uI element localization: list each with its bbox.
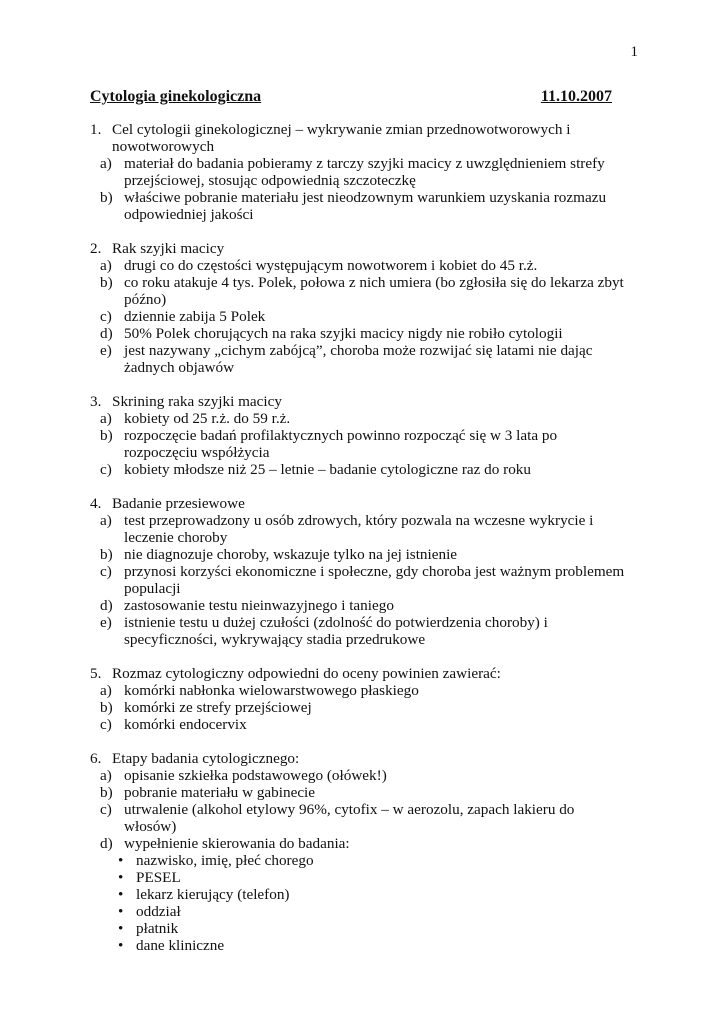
item-text: zastosowanie testu nieinwazyjnego i taniego <box>124 597 394 614</box>
item-text: pobranie materiału w gabinecie <box>124 784 316 801</box>
item-text: jest nazywany „cichym zabójcą”, choroba może rozwijać się latami nie dając żadnych objawów <box>124 342 593 376</box>
item-letter: e) <box>100 614 112 631</box>
list-item <box>90 155 630 189</box>
item-letter: c) <box>100 801 112 818</box>
item-text: wypełnienie skierowania do badania: <box>124 835 350 852</box>
bullet-item <box>90 937 630 954</box>
item-text: komórki nabłonka wielowarstwowego płaskiego <box>124 682 419 699</box>
section-heading <box>90 121 630 155</box>
list-item <box>90 767 630 784</box>
list-item <box>90 597 630 614</box>
item-letter: d) <box>100 325 113 342</box>
list-item <box>90 512 630 546</box>
bullet-icon: • <box>118 869 124 886</box>
item-text: opisanie szkiełka podstawowego (ołówek!) <box>124 767 387 784</box>
bullet-icon: • <box>118 886 124 903</box>
list-item <box>90 325 630 342</box>
section-4 <box>90 495 630 648</box>
item-text: właściwe pobranie materiału jest nieodzownym warunkiem uzyskania rozmazu odpowiedniej jakości <box>124 189 607 223</box>
document-content <box>90 121 630 971</box>
item-letter: a) <box>100 682 112 699</box>
section-number: 4. <box>90 495 102 512</box>
section-heading <box>90 240 630 257</box>
bullet-text: płatnik <box>136 920 179 937</box>
item-text: przynosi korzyści ekonomiczne i społeczne, gdy choroba jest ważnym problemem populacji <box>124 563 625 597</box>
section-number: 3. <box>90 393 102 410</box>
item-letter: b) <box>100 274 113 291</box>
item-text: utrwalenie (alkohol etylowy 96%, cytofix – w aerozolu, zapach lakieru do włosów) <box>124 801 575 835</box>
item-letter: a) <box>100 512 112 529</box>
item-letter: e) <box>100 342 112 359</box>
section-text: Rozmaz cytologiczny odpowiedni do oceny powinien zawierać: <box>112 665 501 682</box>
item-letter: b) <box>100 427 113 444</box>
section-heading <box>90 495 630 512</box>
section-6 <box>90 750 630 954</box>
list-item <box>90 614 630 648</box>
bullet-item <box>90 886 630 903</box>
bullet-item <box>90 920 630 937</box>
item-letter: c) <box>100 563 112 580</box>
section-number: 1. <box>90 121 102 138</box>
item-text: materiał do badania pobieramy z tarczy szyjki macicy z uwzględnieniem strefy przejściowej, stosując odpowiednią szczoteczkę <box>124 155 605 189</box>
section-text: Badanie przesiewowe <box>112 495 245 512</box>
list-item <box>90 189 630 223</box>
bullet-icon: • <box>118 852 124 869</box>
list-item <box>90 342 630 376</box>
item-letter: a) <box>100 410 112 427</box>
list-item <box>90 563 630 597</box>
section-1 <box>90 121 630 223</box>
list-item <box>90 410 630 427</box>
item-text: 50% Polek chorujących na raka szyjki macicy nigdy nie robiło cytologii <box>124 325 563 342</box>
bullet-text: PESEL <box>136 869 181 886</box>
item-letter: b) <box>100 546 113 563</box>
section-heading <box>90 393 630 410</box>
item-text: komórki endocervix <box>124 716 247 733</box>
list-item <box>90 682 630 699</box>
section-text: Etapy badania cytologicznego: <box>112 750 300 767</box>
item-letter: b) <box>100 189 113 206</box>
section-5 <box>90 665 630 733</box>
bullet-icon: • <box>118 920 124 937</box>
item-letter: c) <box>100 308 112 325</box>
item-letter: c) <box>100 461 112 478</box>
document-title: Cytologia ginekologiczna <box>90 88 262 105</box>
section-heading <box>90 750 630 767</box>
list-item <box>90 784 630 801</box>
section-text: Cel cytologii ginekologicznej – wykrywanie zmian przednowotworowych i nowotworowych <box>112 121 571 155</box>
list-item <box>90 546 630 563</box>
item-letter: a) <box>100 767 112 784</box>
document-date: 11.10.2007 <box>540 88 612 105</box>
bullet-item <box>90 903 630 920</box>
list-item <box>90 461 630 478</box>
item-letter: d) <box>100 597 113 614</box>
section-2 <box>90 240 630 376</box>
item-text: kobiety od 25 r.ż. do 59 r.ż. <box>124 410 291 427</box>
bullet-text: dane kliniczne <box>136 937 225 954</box>
page-number: 1 <box>630 44 638 60</box>
section-number: 6. <box>90 750 102 767</box>
item-letter: a) <box>100 155 112 172</box>
section-heading <box>90 665 630 682</box>
list-item <box>90 801 630 835</box>
item-letter: b) <box>100 784 113 801</box>
item-text: rozpoczęcie badań profilaktycznych powinno rozpocząć się w 3 lata po rozpoczęciu współżycia <box>124 427 558 461</box>
item-text: dziennie zabija 5 Polek <box>124 308 266 325</box>
item-letter: a) <box>100 257 112 274</box>
list-item <box>90 699 630 716</box>
list-item <box>90 274 630 308</box>
section-number: 5. <box>90 665 102 682</box>
bullet-icon: • <box>118 937 124 954</box>
item-text: co roku atakuje 4 tys. Polek, połowa z nich umiera (bo zgłosiła się do lekarza zbyt późno) <box>124 274 624 308</box>
item-text: nie diagnozuje choroby, wskazuje tylko na jej istnienie <box>124 546 458 563</box>
section-number: 2. <box>90 240 102 257</box>
item-text: test przeprowadzony u osób zdrowych, który pozwala na wczesne wykrycie i leczenie choroby <box>124 512 594 546</box>
item-text: kobiety młodsze niż 25 – letnie – badanie cytologiczne raz do roku <box>124 461 531 478</box>
section-3 <box>90 393 630 478</box>
bullet-item <box>90 852 630 869</box>
list-item <box>90 427 630 461</box>
document-header <box>90 88 612 108</box>
bullet-item <box>90 869 630 886</box>
list-item <box>90 257 630 274</box>
item-letter: d) <box>100 835 113 852</box>
item-text: istnienie testu u dużej czułości (zdolność do potwierdzenia choroby) i specyficzności, wykrywający stadia przedrukowe <box>124 614 548 648</box>
bullet-icon: • <box>118 903 124 920</box>
item-text: komórki ze strefy przejściowej <box>124 699 312 716</box>
list-item <box>90 835 630 852</box>
bullet-text: oddział <box>136 903 181 920</box>
item-text: drugi co do częstości występującym nowotworem i kobiet do 45 r.ż. <box>124 257 538 274</box>
section-text: Skrining raka szyjki macicy <box>112 393 282 410</box>
bullet-text: lekarz kierujący (telefon) <box>136 886 290 903</box>
list-item <box>90 308 630 325</box>
item-letter: b) <box>100 699 113 716</box>
bullet-text: nazwisko, imię, płeć chorego <box>136 852 314 869</box>
list-item <box>90 716 630 733</box>
section-text: Rak szyjki macicy <box>112 240 225 257</box>
item-letter: c) <box>100 716 112 733</box>
